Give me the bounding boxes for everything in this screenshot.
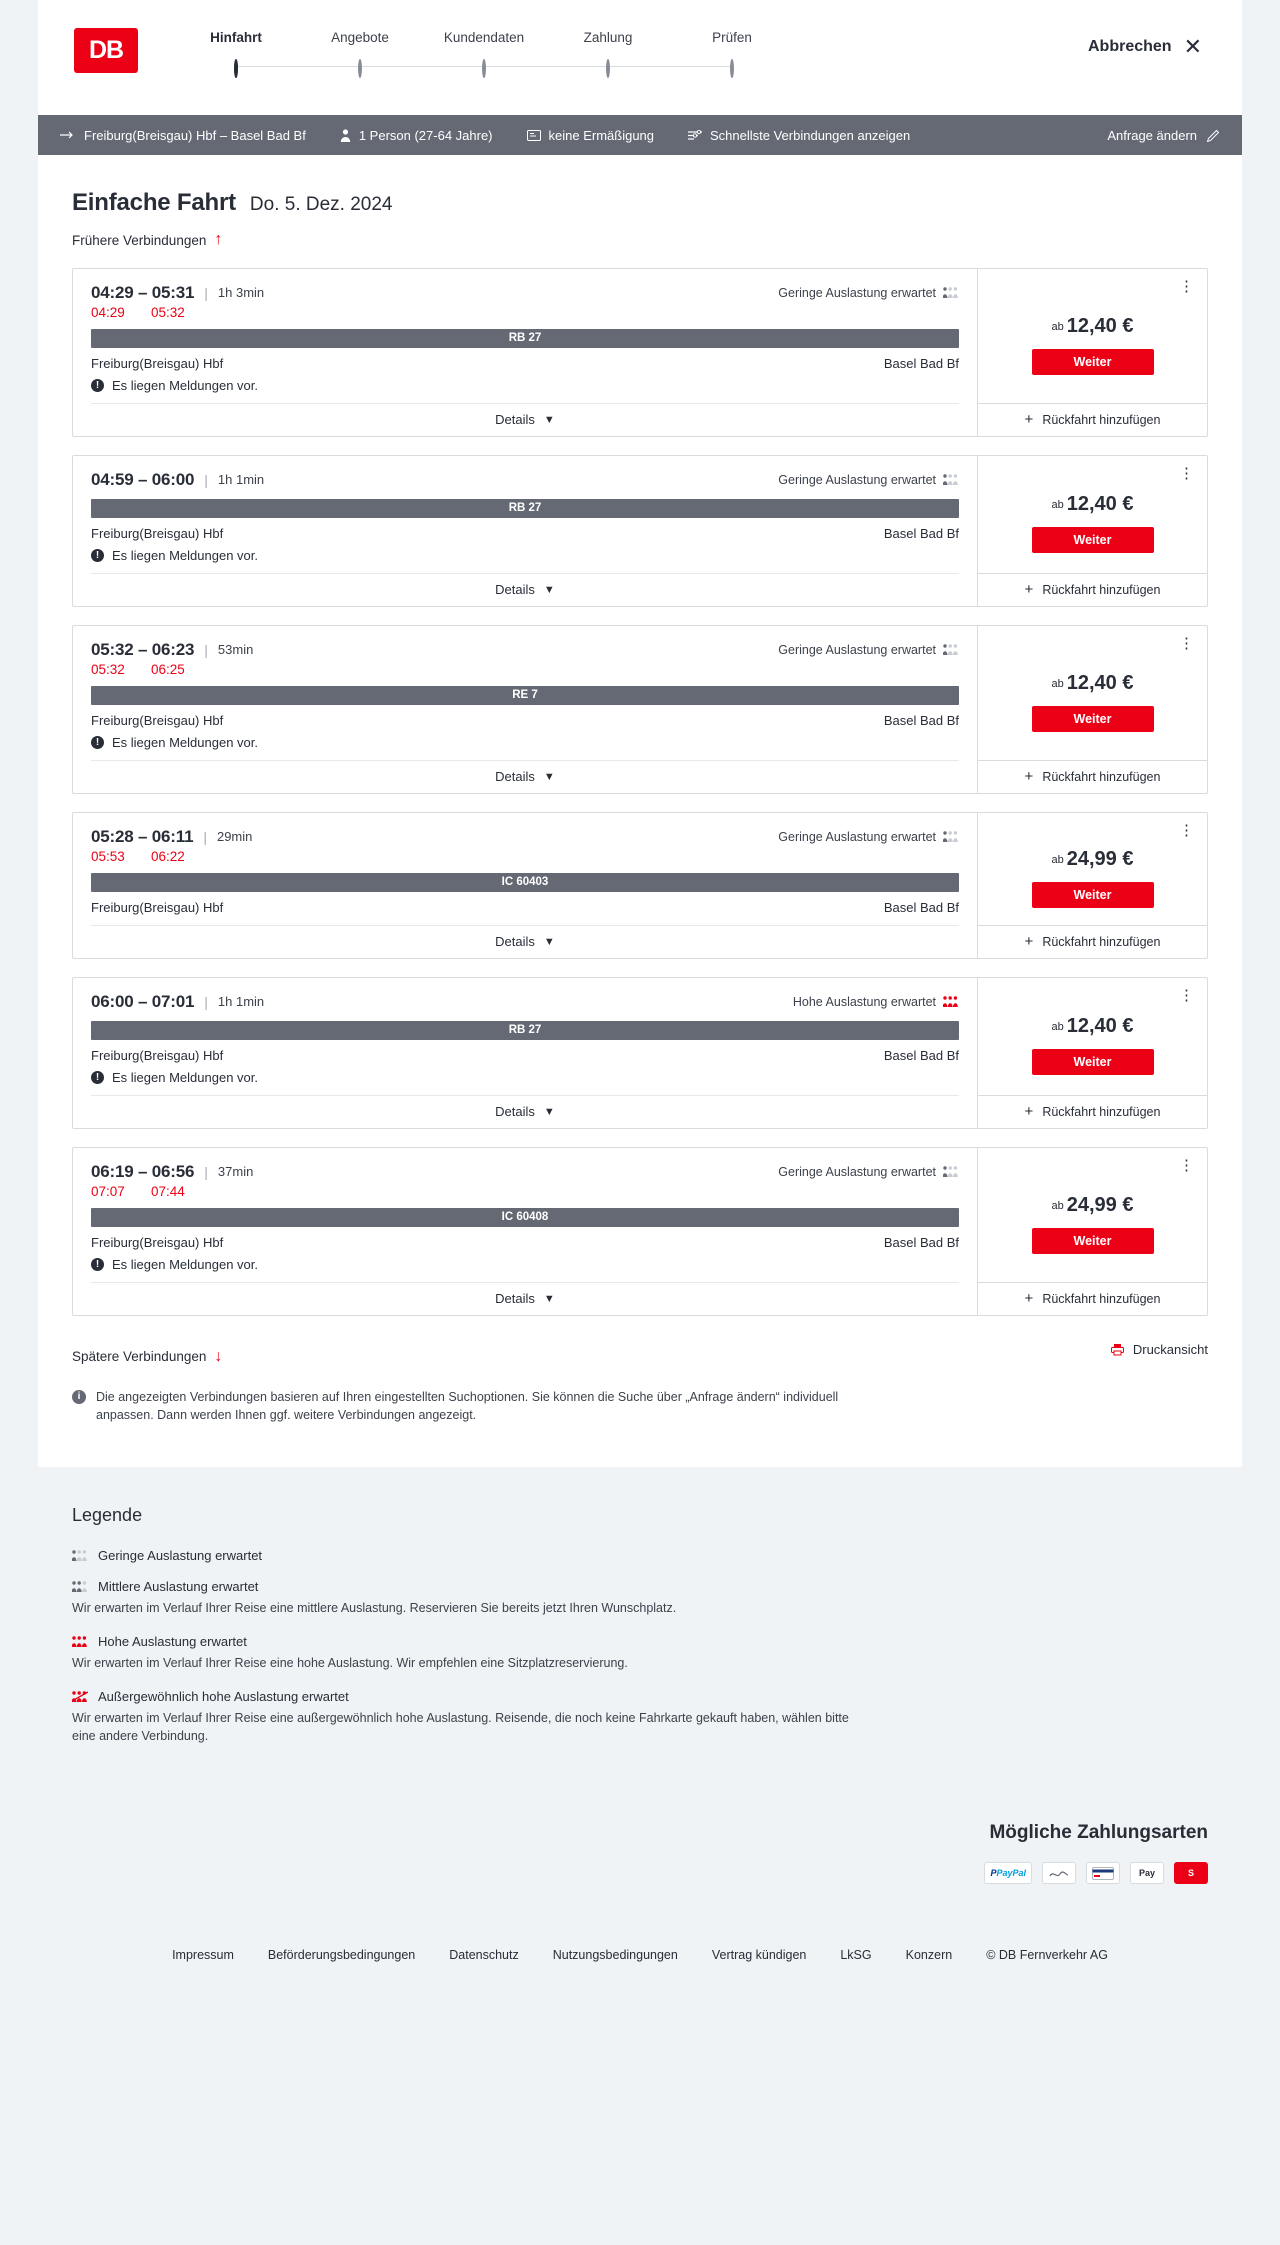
price-prefix: ab <box>1051 677 1064 690</box>
stations-row <box>91 1048 959 1063</box>
occupancy-icon <box>72 1691 88 1702</box>
origin-station: Freiburg(Breisgau) Hbf <box>91 1234 224 1250</box>
notice-text: Es liegen Meldungen vor. <box>112 1069 258 1085</box>
time-separator: | <box>204 471 208 488</box>
summary-discount[interactable] <box>527 128 655 143</box>
legend-item <box>72 1548 1208 1563</box>
details-toggle[interactable] <box>91 1095 959 1128</box>
connection-details <box>73 1148 977 1315</box>
exclamation-icon: ! <box>91 549 104 562</box>
details-toggle[interactable] <box>91 760 959 793</box>
step-zahlung-label: Zahlung <box>583 30 633 45</box>
destination-station: Basel Bad Bf <box>883 1047 959 1063</box>
continue-button[interactable]: Weiter <box>1032 1049 1154 1075</box>
price <box>1052 1194 1134 1217</box>
price-value: 12,40 € <box>1066 671 1134 694</box>
notice-text: Es liegen Meldungen vor. <box>112 377 258 393</box>
actual-departure: 05:53 <box>91 848 125 864</box>
details-label: Details <box>495 1104 535 1119</box>
legend-item <box>72 1579 1208 1618</box>
edit-request-button[interactable] <box>1107 128 1220 143</box>
connection-card[interactable] <box>72 1147 1208 1316</box>
price-prefix: ab <box>1051 1199 1064 1212</box>
price-prefix: ab <box>1051 499 1064 511</box>
step-angebote-dot <box>358 59 362 78</box>
page-title <box>72 189 1208 217</box>
stations-row <box>91 1235 959 1250</box>
step-hinfahrt-label: Hinfahrt <box>210 30 262 45</box>
connection-times: 06:00 – 07:01 <box>91 991 195 1011</box>
step-kundendaten-label: Kundendaten <box>443 30 525 45</box>
page-title-main: Einfache Fahrt <box>72 189 236 216</box>
credit-card-icon <box>1086 1862 1120 1884</box>
legend-item-label: Hohe Auslastung erwartet <box>98 1633 247 1649</box>
chevron-down-icon: ▼ <box>543 770 555 783</box>
results-panel <box>38 155 1242 1467</box>
details-label: Details <box>495 1291 535 1306</box>
footer-link-datenschutz[interactable]: Datenschutz <box>449 1948 519 1962</box>
more-options-icon[interactable]: ⋮ <box>1179 1156 1195 1174</box>
occupancy-indicator <box>778 473 959 487</box>
price-block <box>978 626 1207 760</box>
exclamation-icon: ! <box>91 1071 104 1084</box>
print-view-button[interactable] <box>1111 1342 1208 1357</box>
connection-card[interactable] <box>72 812 1208 959</box>
add-return-trip-button[interactable] <box>978 1095 1207 1128</box>
footer-link-vertrag-kuendigen[interactable]: Vertrag kündigen <box>711 1948 807 1962</box>
sofort-icon: S <box>1174 1862 1208 1884</box>
connection-booking <box>977 1148 1207 1315</box>
train-line-bar[interactable]: RB 27 <box>91 1021 959 1040</box>
price-prefix: ab <box>1051 1021 1064 1033</box>
destination-station: Basel Bad Bf <box>883 1234 959 1250</box>
connection-times-row <box>91 1162 959 1182</box>
actual-departure: 04:29 <box>91 304 125 320</box>
print-view-label: Druckansicht <box>1132 1342 1208 1357</box>
train-line-bar[interactable]: RE 7 <box>91 686 959 705</box>
exclamation-icon: ! <box>91 1258 104 1271</box>
details-toggle[interactable] <box>91 1282 959 1315</box>
legend-item <box>72 1689 1208 1747</box>
connection-duration: 29min <box>216 829 253 844</box>
occupancy-icon <box>943 831 959 842</box>
price <box>1052 493 1134 516</box>
direct-debit-icon <box>1042 1862 1076 1884</box>
notice-text: Es liegen Meldungen vor. <box>112 734 258 750</box>
connection-details <box>73 456 977 606</box>
edit-request-label: Anfrage ändern <box>1107 127 1197 143</box>
connection-notice[interactable] <box>91 735 959 750</box>
actual-arrival: 05:32 <box>151 304 185 320</box>
connection-details <box>73 978 977 1128</box>
train-line-bar[interactable]: IC 60408 <box>91 1208 959 1227</box>
actual-arrival: 06:22 <box>151 848 185 864</box>
price-value: 12,40 € <box>1066 314 1134 337</box>
continue-button[interactable]: Weiter <box>1032 349 1154 375</box>
legend-item-label: Außergewöhnlich hohe Auslastung erwartet <box>98 1688 349 1704</box>
more-options-icon[interactable]: ⋮ <box>1179 277 1195 295</box>
destination-station: Basel Bad Bf <box>883 525 959 541</box>
actual-arrival: 07:44 <box>151 1183 185 1199</box>
payment-icons <box>984 1862 1208 1884</box>
page-footer <box>0 1922 1280 1996</box>
plus-icon: + <box>1024 411 1034 428</box>
earlier-connections-button[interactable] <box>72 231 222 249</box>
price <box>1052 672 1134 695</box>
plus-icon: + <box>1024 1290 1034 1307</box>
price-value: 24,99 € <box>1066 1193 1134 1216</box>
price <box>1052 848 1134 871</box>
close-icon: ✕ <box>1183 34 1202 59</box>
more-options-icon[interactable]: ⋮ <box>1179 634 1195 652</box>
actual-departure: 05:32 <box>91 661 125 677</box>
occupancy-icon <box>72 1636 88 1647</box>
price-block <box>978 978 1207 1095</box>
add-return-trip-button[interactable] <box>978 573 1207 606</box>
search-info-text: Die angezeigten Verbindungen basieren auf Ihren eingestellten Suchoptionen. Sie können die Suche über „Anfrage ändern“ individuell anpassen. Dann werden Ihnen ggf. weitere Verbindungen angezeigt. <box>96 1389 839 1423</box>
arrow-up-icon: ↑ <box>214 231 223 248</box>
page-header <box>38 0 1242 115</box>
actual-times-row <box>91 1184 959 1199</box>
step-hinfahrt-dot <box>234 59 238 78</box>
actual-times-row <box>91 305 959 320</box>
checkout-stepper <box>174 30 794 76</box>
connection-booking <box>977 978 1207 1128</box>
chevron-down-icon: ▼ <box>543 1292 555 1305</box>
details-toggle[interactable] <box>91 925 959 958</box>
legend-item-head <box>72 1689 1208 1704</box>
occupancy-indicator <box>778 643 959 657</box>
more-options-icon[interactable]: ⋮ <box>1179 464 1195 482</box>
footer-link-konzern[interactable]: Konzern <box>905 1948 953 1962</box>
add-return-trip-button[interactable] <box>978 760 1207 793</box>
step-zahlung[interactable] <box>546 30 670 76</box>
step-zahlung-dot <box>606 59 610 78</box>
connection-details <box>73 269 977 436</box>
connection-duration: 1h 1min <box>217 472 265 487</box>
occupancy-icon <box>943 474 959 485</box>
details-toggle[interactable] <box>91 403 959 436</box>
add-return-trip-label: Rückfahrt hinzufügen <box>1042 1291 1161 1306</box>
stations-row <box>91 900 959 915</box>
connection-duration: 53min <box>217 642 254 657</box>
add-return-trip-button[interactable] <box>978 925 1207 958</box>
printer-icon <box>1111 1343 1124 1356</box>
connection-card[interactable] <box>72 455 1208 607</box>
footer-link-nutzungsbedingungen[interactable]: Nutzungsbedingungen <box>552 1948 678 1962</box>
route-arrow-icon <box>60 130 76 140</box>
train-line-bar[interactable]: RB 27 <box>91 499 959 518</box>
connection-times-row <box>91 992 959 1012</box>
details-label: Details <box>495 769 535 784</box>
price-block <box>978 269 1207 403</box>
search-info-note <box>72 1388 862 1426</box>
occupancy-indicator <box>778 830 959 844</box>
train-line-bar[interactable]: RB 27 <box>91 329 959 348</box>
connection-booking <box>977 626 1207 793</box>
summary-route[interactable] <box>60 128 306 143</box>
destination-station: Basel Bad Bf <box>883 355 959 371</box>
price-block <box>978 813 1207 925</box>
connection-details <box>73 813 977 958</box>
info-icon: i <box>72 1390 86 1404</box>
step-hinfahrt[interactable] <box>174 30 298 76</box>
plus-icon: + <box>1024 1103 1034 1120</box>
connection-card[interactable] <box>72 625 1208 794</box>
summary-fastest[interactable] <box>688 128 910 143</box>
price-block <box>978 1148 1207 1282</box>
legend-item-head <box>72 1548 1208 1563</box>
connection-list <box>72 268 1208 1316</box>
footer-link-impressum[interactable]: Impressum <box>172 1948 234 1962</box>
plus-icon: + <box>1024 581 1034 598</box>
step-kundendaten-dot <box>482 59 486 78</box>
origin-station: Freiburg(Breisgau) Hbf <box>91 899 224 915</box>
connection-times: 05:32 – 06:23 <box>91 639 195 659</box>
step-pruefen-label: Prüfen <box>712 30 752 45</box>
connection-notice[interactable] <box>91 1257 959 1272</box>
actual-departure: 07:07 <box>91 1183 125 1199</box>
occupancy-icon <box>943 287 959 298</box>
time-separator: | <box>204 284 208 301</box>
footer-link-lksg[interactable]: LkSG <box>840 1948 872 1962</box>
continue-button[interactable]: Weiter <box>1032 882 1154 908</box>
actual-times-row <box>91 849 959 864</box>
connection-notice[interactable] <box>91 1070 959 1085</box>
origin-station: Freiburg(Breisgau) Hbf <box>91 712 224 728</box>
occupancy-label: Geringe Auslastung erwartet <box>778 1164 936 1179</box>
connection-times-row <box>91 827 959 847</box>
earlier-connections-label: Frühere Verbindungen <box>72 232 207 248</box>
continue-button[interactable]: Weiter <box>1032 706 1154 732</box>
exclamation-icon: ! <box>91 736 104 749</box>
connection-card[interactable] <box>72 268 1208 437</box>
connection-details <box>73 626 977 793</box>
price-value: 12,40 € <box>1066 1015 1134 1037</box>
connection-times-row <box>91 283 959 303</box>
continue-button[interactable]: Weiter <box>1032 527 1154 553</box>
destination-station: Basel Bad Bf <box>883 712 959 728</box>
connection-times-row <box>91 640 959 660</box>
connection-booking <box>977 813 1207 958</box>
payment-methods-title: Mögliche Zahlungsarten <box>989 1822 1208 1843</box>
time-separator: | <box>204 641 208 658</box>
occupancy-label: Geringe Auslastung erwartet <box>778 829 936 844</box>
more-options-icon[interactable]: ⋮ <box>1179 821 1195 839</box>
occupancy-icon <box>943 1166 959 1177</box>
time-separator: | <box>204 1163 208 1180</box>
legend-item <box>72 1634 1208 1673</box>
later-connections-button[interactable] <box>72 1348 222 1366</box>
more-options-icon[interactable]: ⋮ <box>1179 986 1195 1004</box>
later-connections-label: Spätere Verbindungen <box>72 1349 207 1364</box>
chevron-down-icon: ▼ <box>543 1105 555 1118</box>
plus-icon: + <box>1024 933 1034 950</box>
add-return-trip-label: Rückfahrt hinzufügen <box>1042 769 1161 784</box>
legend-item-desc: Wir erwarten im Verlauf Ihrer Reise eine hohe Auslastung. Wir empfehlen eine Sitzplatzreservierung. <box>72 1655 628 1670</box>
paypal-icon: P PayPal <box>984 1862 1032 1884</box>
chevron-down-icon: ▼ <box>543 413 555 426</box>
connection-notice[interactable] <box>91 548 959 563</box>
time-separator: | <box>203 828 207 845</box>
payment-methods-section <box>38 1804 1242 1922</box>
step-angebote-label: Angebote <box>331 30 389 45</box>
add-return-trip-label: Rückfahrt hinzufügen <box>1042 582 1161 597</box>
notice-text: Es liegen Meldungen vor. <box>112 547 258 563</box>
connection-duration: 1h 3min <box>217 285 265 300</box>
legend-item-desc: Wir erwarten im Verlauf Ihrer Reise eine mittlere Auslastung. Reservieren Sie bereits jetzt Ihren Wunschplatz. <box>72 1601 677 1615</box>
legend-section <box>38 1467 1242 1804</box>
occupancy-icon <box>72 1581 88 1592</box>
step-pruefen-dot <box>730 59 734 78</box>
connection-duration: 1h 1min <box>217 994 265 1009</box>
footer-copyright: © DB Fernverkehr AG <box>986 1948 1108 1962</box>
page-title-date: Do. 5. Dez. 2024 <box>249 194 393 215</box>
step-kundendaten[interactable] <box>422 30 546 76</box>
time-separator: | <box>204 993 208 1010</box>
details-label: Details <box>495 934 535 949</box>
occupancy-indicator <box>778 286 959 300</box>
arrow-down-icon: ↓ <box>214 1347 223 1365</box>
occupancy-icon <box>72 1550 88 1561</box>
stations-row <box>91 526 959 541</box>
add-return-trip-label: Rückfahrt hinzufügen <box>1042 412 1161 427</box>
summary-route-label: Freiburg(Breisgau) Hbf – Basel Bad Bf <box>84 127 306 143</box>
details-label: Details <box>495 582 535 597</box>
legend-title: Legende <box>72 1505 143 1525</box>
add-return-trip-label: Rückfahrt hinzufügen <box>1042 1104 1161 1119</box>
summary-passengers[interactable] <box>340 128 493 143</box>
plus-icon: + <box>1024 768 1034 785</box>
details-label: Details <box>495 412 535 427</box>
actual-times-row <box>91 662 959 677</box>
occupancy-label: Hohe Auslastung erwartet <box>792 994 936 1009</box>
price-block <box>978 456 1207 573</box>
cancel-button[interactable] <box>1088 36 1202 58</box>
ticket-icon <box>527 130 541 141</box>
connection-times: 04:29 – 05:31 <box>91 282 195 302</box>
connection-booking <box>977 456 1207 606</box>
chevron-down-icon: ▼ <box>543 583 555 596</box>
price <box>1052 1015 1134 1038</box>
connection-times: 05:28 – 06:11 <box>91 826 194 846</box>
add-return-trip-label: Rückfahrt hinzufügen <box>1042 934 1161 949</box>
train-line-bar[interactable]: IC 60403 <box>91 873 959 892</box>
connection-card[interactable] <box>72 977 1208 1129</box>
person-icon <box>340 129 351 142</box>
origin-station: Freiburg(Breisgau) Hbf <box>91 525 224 541</box>
occupancy-indicator <box>793 995 959 1009</box>
occupancy-icon <box>943 996 959 1007</box>
notice-text: Es liegen Meldungen vor. <box>112 1256 258 1272</box>
occupancy-label: Geringe Auslastung erwartet <box>778 642 936 657</box>
legend-item-head <box>72 1634 1208 1649</box>
continue-button[interactable]: Weiter <box>1032 1228 1154 1254</box>
occupancy-label: Geringe Auslastung erwartet <box>778 472 936 487</box>
origin-station: Freiburg(Breisgau) Hbf <box>91 355 224 371</box>
occupancy-icon <box>943 644 959 655</box>
legend-item-head <box>72 1579 1208 1594</box>
origin-station: Freiburg(Breisgau) Hbf <box>91 1047 224 1063</box>
occupancy-label: Geringe Auslastung erwartet <box>778 285 936 300</box>
summary-passengers-label: 1 Person (27-64 Jahre) <box>358 127 493 143</box>
legend-items <box>72 1548 1208 1746</box>
price-prefix: ab <box>1051 853 1064 866</box>
summary-discount-label: keine Ermäßigung <box>548 127 655 143</box>
connection-booking <box>977 269 1207 436</box>
pencil-icon <box>1207 129 1220 142</box>
search-summary-bar <box>38 115 1242 155</box>
price-prefix: ab <box>1051 320 1064 333</box>
connection-times-row <box>91 470 959 490</box>
cancel-label: Abbrechen <box>1087 38 1172 55</box>
footer-link-befoerderungsbedingungen[interactable]: Beförderungsbedingungen <box>267 1948 416 1962</box>
later-row <box>72 1334 1208 1366</box>
summary-fastest-label: Schnellste Verbindungen anzeigen <box>710 127 911 143</box>
connection-duration: 37min <box>217 1164 254 1179</box>
legend-item-desc: Wir erwarten im Verlauf Ihrer Reise eine außergewöhnlich hohe Auslastung. Reisende, die noch keine Fahrkarte gekauft haben, wählen bitte eine andere Verbindung. <box>72 1710 849 1744</box>
exclamation-icon: ! <box>91 379 104 392</box>
apple-pay-icon: Pay <box>1130 1862 1164 1884</box>
stations-row <box>91 356 959 371</box>
legend-item-label: Geringe Auslastung erwartet <box>98 1548 263 1563</box>
legend-item-label: Mittlere Auslastung erwartet <box>98 1579 259 1594</box>
details-toggle[interactable] <box>91 573 959 606</box>
db-logo[interactable]: DB <box>74 28 138 73</box>
add-return-trip-button[interactable] <box>978 1282 1207 1315</box>
stations-row <box>91 713 959 728</box>
filter-icon <box>688 130 702 141</box>
connection-notice[interactable] <box>91 378 959 393</box>
occupancy-indicator <box>778 1165 959 1179</box>
price-value: 12,40 € <box>1066 493 1134 515</box>
actual-arrival: 06:25 <box>151 661 185 677</box>
connection-times: 06:19 – 06:56 <box>91 1161 195 1181</box>
step-pruefen[interactable] <box>670 30 794 76</box>
price <box>1052 315 1134 338</box>
step-angebote[interactable] <box>298 30 422 76</box>
chevron-down-icon: ▼ <box>543 935 555 948</box>
price-value: 24,99 € <box>1066 847 1134 870</box>
connection-times: 04:59 – 06:00 <box>91 469 195 489</box>
destination-station: Basel Bad Bf <box>883 899 959 915</box>
add-return-trip-button[interactable] <box>978 403 1207 436</box>
